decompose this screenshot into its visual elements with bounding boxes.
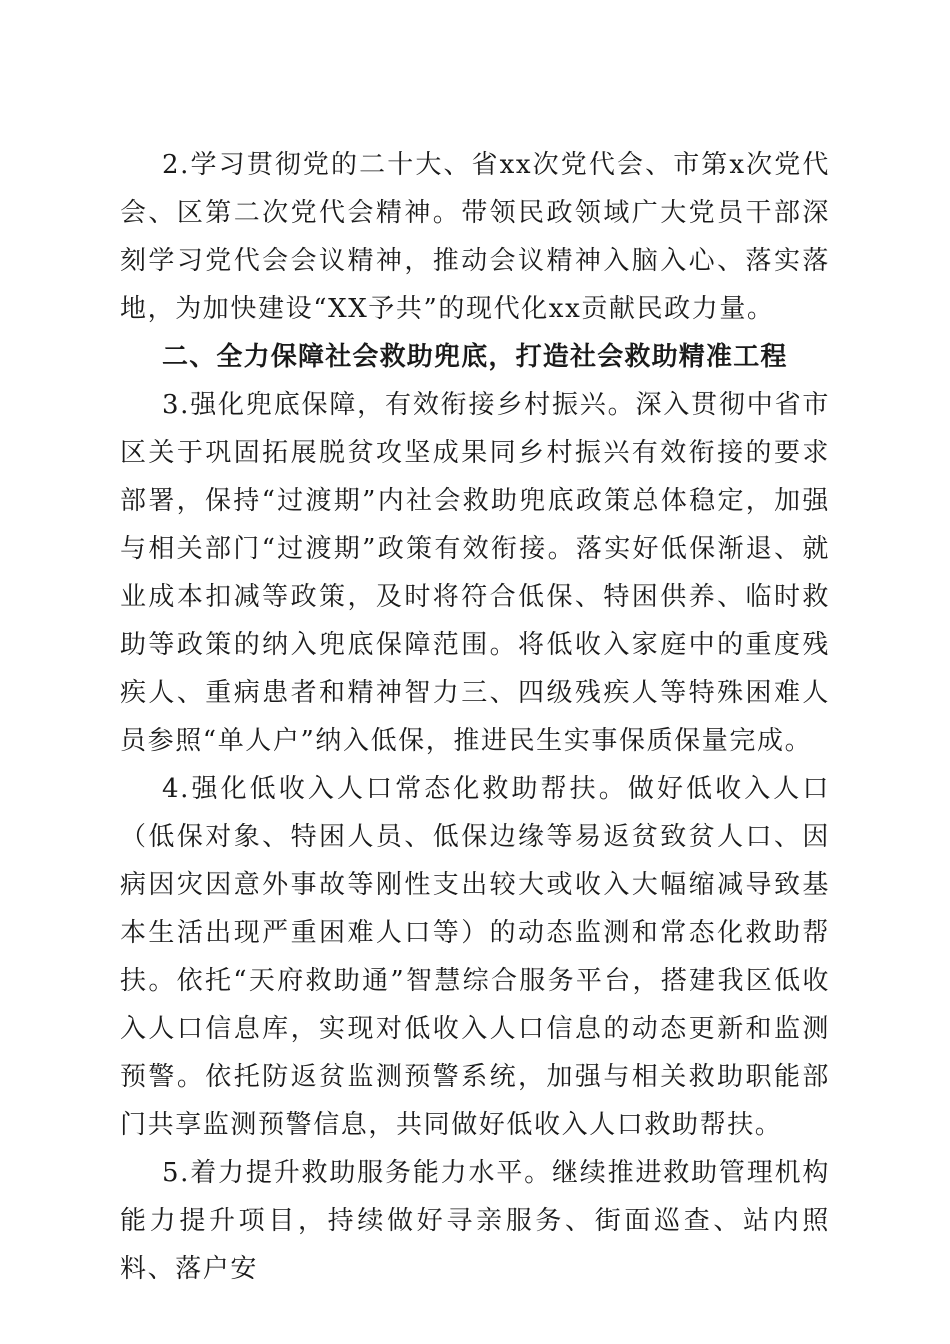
paragraph-item-2: 2.学习贯彻党的二十大、省xx次党代会、市第x次党代会、区第二次党代会精神。带领民政领域广大党员干部深刻学习党代会会议精神，推动会议精神入脑入心、落实落地，为加快建设“XX予共”的现代化xx贡献民政力量。 [120,150,830,324]
section-heading-2: 二、全力保障社会救助兜底，打造社会救助精准工程 [162,342,788,372]
paragraph-item-4: 4.强化低收入人口常态化救助帮扶。做好低收入人口（低保对象、特困人员、低保边缘等易返贫致贫人口、因病因灾因意外事故等刚性支出较大或收入大幅缩减导致基本生活出现严重困难人口等）的动态监测和常态化救助帮扶。依托“天府救助通”智慧综合服务平台，搭建我区低收入人口信息库，实现对低收入人口信息的动态更新和监测预警。依托防返贫监测预警系统，加强与相关救助职能部门共享监测预警信息，共同做好低收入人口救助帮扶。 [120,774,830,1140]
paragraph-item-3: 3.强化兜底保障，有效衔接乡村振兴。深入贯彻中省市区关于巩固拓展脱贫攻坚成果同乡村振兴有效衔接的要求部署，保持“过渡期”内社会救助兜底政策总体稳定，加强与相关部门“过渡期”政策有效衔接。落实好低保渐退、就业成本扣减等政策，及时将符合低保、特困供养、临时救助等政策的纳入兜底保障范围。将低收入家庭中的重度残疾人、重病患者和精神智力三、四级残疾人等特殊困难人员参照“单人户”纳入低保，推进民生实事保质保量完成。 [120,390,830,756]
document-page [120,141,830,1293]
paragraph-item-5: 5.着力提升救助服务能力水平。继续推进救助管理机构能力提升项目，持续做好寻亲服务、街面巡查、站内照料、落户安 [120,1158,830,1284]
